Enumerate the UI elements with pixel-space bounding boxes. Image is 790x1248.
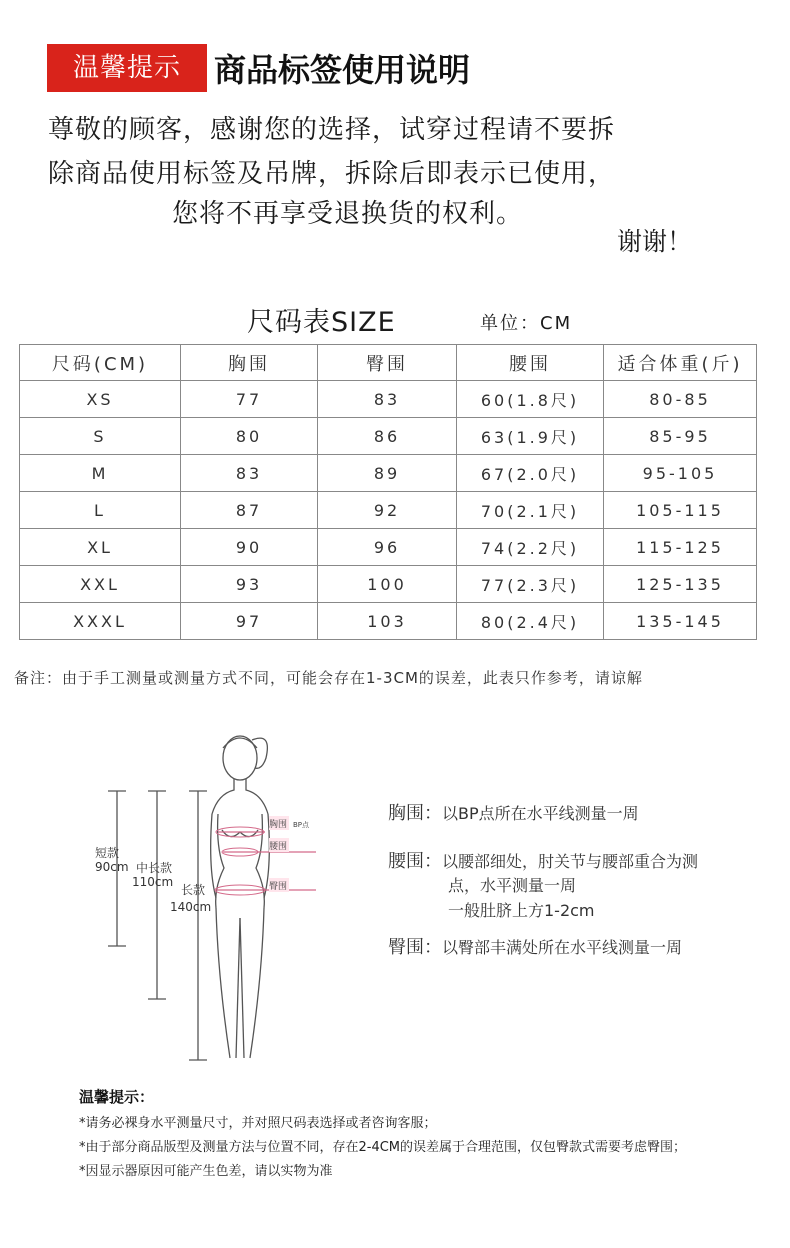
table-row [20,381,757,418]
cell-size: L [20,492,181,529]
cell-weight: 125-135 [604,566,757,603]
cell-size: XS [20,381,181,418]
short-style-value: 90cm [95,860,129,874]
cell-chest: 80 [181,418,318,455]
hip-tag: 臀围 [269,882,288,892]
table-row [20,529,757,566]
thanks-text: 谢谢！ [617,227,693,256]
cell-hip: 86 [318,418,457,455]
cell-hip: 96 [318,529,457,566]
tip-badge: 温馨提示 [47,44,207,92]
mid-style-label: 中长款 [136,861,173,875]
cell-size: XXL [20,566,181,603]
hip-measurement-label: 臀围： [388,937,442,958]
tips-line-2: *由于部分商品版型及测量方法与位置不同，存在2-4CM的误差属于合理范围，仅包臀款式需要考虑臀围； [79,1140,687,1155]
chest-measurement-desc: 以BP点所在水平线测量一周 [442,804,639,823]
bp-tag: BP点 [293,821,310,829]
tips-title: 温馨提示： [79,1088,155,1106]
waist-measurement-desc-2: 点，水平测量一周 [448,876,577,895]
cell-hip: 100 [318,566,457,603]
table-row [20,566,757,603]
long-style-label: 长款 [181,883,206,897]
cell-weight: 135-145 [604,603,757,640]
hip-measurement [388,936,682,960]
size-table [19,344,757,640]
col-header-weight: 适合体重(斤) [604,345,757,381]
cell-weight: 85-95 [604,418,757,455]
cell-weight: 115-125 [604,529,757,566]
notice-line-3: 您将不再享受退换货的权利。 [172,199,524,229]
cell-waist: 63(1.9尺) [457,418,604,455]
cell-size: S [20,418,181,455]
waist-measurement-desc-3: 一般肚脐上方1-2cm [448,901,595,920]
long-style-value: 140cm [170,900,212,914]
table-header-row [20,345,757,381]
body-measurement-figure [90,718,350,1078]
waist-tag: 腰围 [269,842,288,852]
cell-chest: 93 [181,566,318,603]
tips-line-1: *请务必裸身水平测量尺寸，并对照尺码表选择或者咨询客服； [79,1116,437,1131]
cell-chest: 83 [181,455,318,492]
col-header-chest: 胸围 [181,345,318,381]
cell-waist: 70(2.1尺) [457,492,604,529]
cell-size: XL [20,529,181,566]
table-row [20,603,757,640]
cell-hip: 89 [318,455,457,492]
cell-chest: 87 [181,492,318,529]
table-row [20,418,757,455]
chest-measurement-label: 胸围： [388,803,442,824]
remark-text: 备注：由于手工测量或测量方式不同，可能会存在1-3CM的误差，此表只作参考，请谅解 [14,669,643,687]
col-header-waist: 腰围 [457,345,604,381]
unit-label: 单位：CM [480,313,573,334]
table-row [20,492,757,529]
cell-hip: 83 [318,381,457,418]
notice-line-1: 尊敬的顾客，感谢您的选择，试穿过程请不要拆 [48,115,616,145]
hip-measurement-desc: 以臀部丰满处所在水平线测量一周 [442,938,683,957]
col-header-hip: 臀围 [318,345,457,381]
cell-waist: 60(1.8尺) [457,381,604,418]
col-header-size: 尺码(CM) [20,345,181,381]
cell-waist: 67(2.0尺) [457,455,604,492]
cell-weight: 95-105 [604,455,757,492]
waist-measurement-label: 腰围： [388,851,442,872]
waist-measurement [388,850,698,874]
notice-line-2: 除商品使用标签及吊牌，拆除后即表示已使用， [48,159,616,189]
cell-waist: 74(2.2尺) [457,529,604,566]
cell-hip: 103 [318,603,457,640]
mid-style-value: 110cm [132,875,174,889]
cell-size: M [20,455,181,492]
cell-hip: 92 [318,492,457,529]
short-style-label: 短款 [95,846,120,860]
cell-waist: 77(2.3尺) [457,566,604,603]
cell-chest: 97 [181,603,318,640]
tips-line-3: *因显示器原因可能产生色差，请以实物为准 [79,1164,333,1179]
table-row [20,455,757,492]
chest-measurement [388,802,639,826]
cell-weight: 105-115 [604,492,757,529]
size-chart-title: 尺码表SIZE [247,307,396,338]
cell-chest: 77 [181,381,318,418]
waist-measurement-desc-1: 以腰部细处，肘关节与腰部重合为测 [442,852,699,871]
cell-size: XXXL [20,603,181,640]
cell-waist: 80(2.4尺) [457,603,604,640]
cell-chest: 90 [181,529,318,566]
page-title: 商品标签使用说明 [214,51,471,89]
cell-weight: 80-85 [604,381,757,418]
chest-tag: 胸围 [269,820,288,830]
